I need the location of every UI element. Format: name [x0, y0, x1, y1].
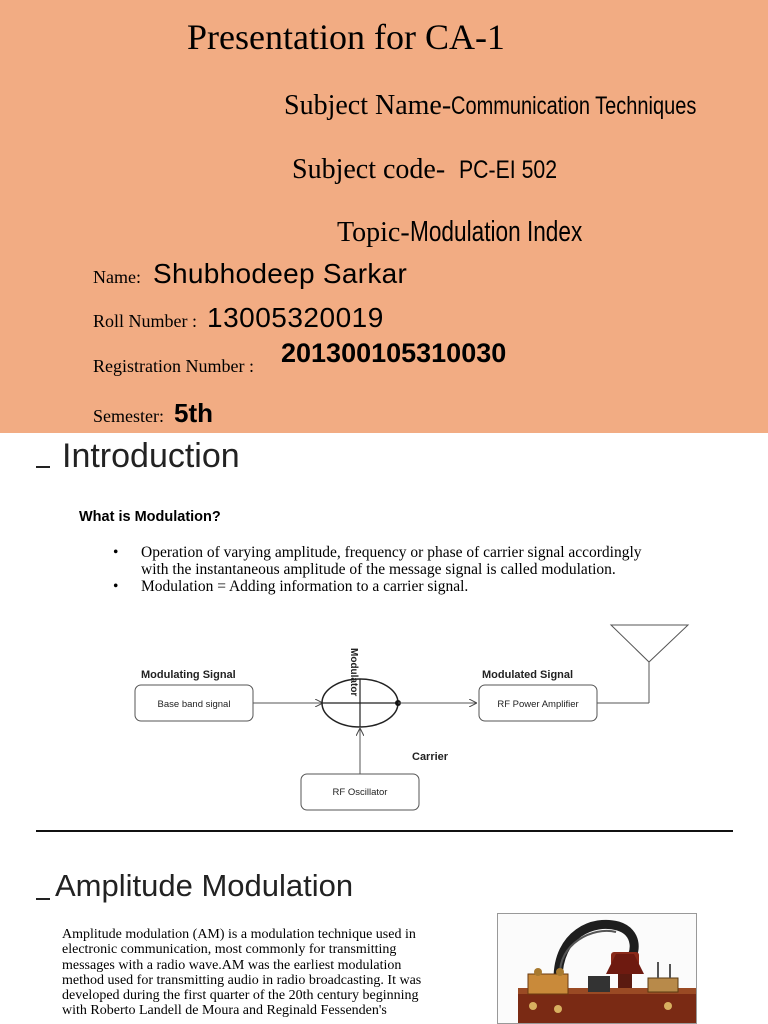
rf-oscillator-text: RF Oscillator: [332, 787, 388, 798]
antenna-icon: [611, 625, 688, 662]
subject-code-row: [292, 154, 575, 186]
registration-number-value: 201300105310030: [281, 338, 507, 368]
am-description: [62, 927, 482, 1019]
modulating-signal-label: Modulating Signal: [141, 669, 236, 681]
subject-name-row: [284, 90, 758, 122]
semester-value: 5th: [173, 398, 213, 428]
bullet-item: [113, 578, 653, 595]
roll-number-label: Roll Number :: [93, 311, 197, 331]
name-value: Shubhodeep Sarkar: [152, 258, 408, 289]
am-line: electronic communication, most commonly for transmitting: [62, 942, 397, 958]
carrier-label: Carrier: [412, 751, 449, 763]
rf-power-amplifier-text: RF Power Amplifier: [497, 699, 579, 710]
what-is-modulation-heading: What is Modulation?: [79, 509, 221, 525]
modulation-block-diagram: [0, 620, 768, 820]
roll-number-value: 13005320019: [207, 302, 384, 333]
bullet-dot-icon: •: [113, 544, 119, 561]
amplitude-modulation-heading: Amplitude Modulation: [55, 868, 354, 903]
topic-label: Topic-: [337, 217, 410, 248]
topic-value: Modulation Index: [409, 216, 582, 248]
subject-name-value: Communication Techniques: [451, 92, 697, 120]
bullet-text: Modulation = Adding information to a carrier signal.: [141, 578, 469, 595]
subject-name-label: Subject Name-: [284, 90, 452, 121]
student-name-row: [93, 258, 407, 290]
bullet-dot-icon: •: [113, 578, 119, 595]
section-marker: [36, 898, 50, 900]
presentation-title: Presentation for CA-1: [187, 17, 505, 57]
subject-code-value: PC-EI 502: [459, 156, 558, 184]
semester-label: Semester:: [93, 406, 164, 426]
subject-code-label: Subject code-: [292, 154, 446, 185]
am-line: developed during the first quarter of the 20th century beginning: [62, 988, 419, 1004]
title-slide: [0, 0, 768, 433]
am-line: method used for transmitting audio in radio broadcasting. It was: [62, 972, 422, 988]
baseband-signal-text: Base band signal: [157, 699, 231, 710]
semester-row: [93, 398, 213, 429]
modulated-signal-label: Modulated Signal: [482, 669, 574, 681]
am-line: with Roberto Landell de Moura and Reginald Fessenden's: [62, 1003, 387, 1019]
vintage-radio-transmitter-icon: [498, 914, 697, 1024]
introduction-heading: Introduction: [62, 437, 240, 475]
slide-divider: [36, 830, 733, 832]
am-line: Amplitude modulation (AM) is a modulation technique used in: [62, 927, 416, 942]
bullet-text: Operation of varying amplitude, frequency or phase of carrier signal accordingly with the instantaneous amplitude of the message signal is called modulation.: [141, 544, 642, 578]
modulator-label: Modulator: [348, 648, 359, 697]
section-marker: [36, 466, 50, 468]
name-label: Name:: [93, 267, 141, 287]
topic-row: [337, 216, 631, 249]
intro-bullet-list: [113, 544, 653, 595]
am-line: messages with a radio wave.AM was the earliest modulation: [62, 957, 402, 973]
registration-number-label: Registration Number :: [93, 356, 254, 376]
roll-number-row: [93, 302, 384, 334]
vintage-radio-transmitter-photo: [497, 913, 697, 1024]
bullet-item: [113, 544, 653, 578]
